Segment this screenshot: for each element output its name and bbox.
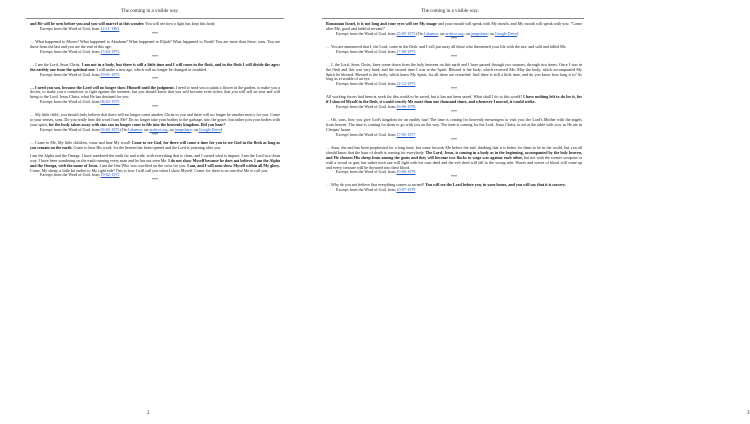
separator-stars: ***	[151, 177, 159, 183]
reference-link[interactable]: archive.org	[445, 30, 464, 36]
reference-link[interactable]: archive.org	[149, 126, 168, 132]
text-run: … What happened to Moses? What happened to Abraham? What happened to Elijah? What happened to Noah? You are more than these, sons. You are those from the last and you are the end of this age.	[30, 38, 280, 49]
text-run: … I am the Lord, Jesus Christ.	[30, 61, 82, 67]
bold-text: and He will be seen before you and you will marvel at this wonder.	[30, 21, 145, 26]
reference-prefix: Excerpt from the Word of God, from	[40, 172, 101, 178]
reference-prefix: Excerpt from the Word of God, from	[336, 48, 397, 54]
excerpt-paragraph	[326, 63, 582, 83]
reference-text: )	[516, 30, 519, 36]
separator-stars: ***	[151, 76, 159, 82]
excerpt-paragraph	[326, 146, 582, 171]
page-number: 3	[747, 411, 750, 416]
reference-text: (On	[415, 30, 424, 36]
reference-prefix: Excerpt from the Word of God, from	[336, 131, 397, 137]
bold-text: You will see the Lord before you, in your house, and you will say that it is sorcery.	[425, 182, 566, 188]
reference-prefix: Excerpt from the Word of God, from	[40, 99, 101, 105]
text-run: … Why do you not believe that everything comes to an end?	[326, 182, 426, 188]
text-run: … Oh, sons, how you give God's kingdom for an earthly lust! The time is coming for heavenly messengers to visit you: the Lord's Mother with the angels from heaven. The time is coming for them to go with you on the way. The time is coming for the Lord, Jesus Christ, to eat at the table with you, as He ate in Cleopas' house.	[326, 117, 582, 132]
separator-stars: ***	[151, 104, 159, 110]
reference-link[interactable]: Google Drive	[198, 126, 221, 132]
excerpt-paragraph	[30, 113, 280, 128]
reference-link[interactable]: Calameo	[127, 126, 143, 132]
bold-text: I am not in a body, but there is still a little time and I will come in the flesh, and in the flesh I will divide the ages: the earthly one from the spiritual one.	[30, 61, 280, 72]
separator-stars: ***	[450, 174, 458, 180]
text-run: I need to send you to plant a flower in the garden, to make you a doctor, to make you a contractor to fight against the torment, but you should know that you will become even richer, that you will sell on seas and will bring to the Lord, Jesus Christ, what He has destined for you.	[30, 84, 280, 100]
reference-prefix: Excerpt from the Word of God, from	[40, 48, 101, 54]
page-header: The coming in a visible way.	[121, 9, 179, 14]
page-body	[30, 22, 280, 186]
reference-link[interactable]: 10-07-1979	[396, 187, 416, 193]
reference-prefix: Excerpt from the Word of God, from	[336, 187, 397, 193]
text-run: I am the One Who was crucified on the cross for you.	[98, 162, 188, 168]
reference-text: ; on	[191, 126, 199, 132]
reference-text: ; on	[487, 30, 495, 36]
separator-stars: ***	[151, 53, 159, 59]
text-run: All working forces had been at work for this world to be saved, but it has not been saved. What shall I do to this world?	[326, 94, 524, 100]
reference-link[interactable]: 16-06-1976	[396, 104, 416, 110]
text-run: I will make a new age, which will no longer be changed or troubled.	[95, 66, 207, 72]
page-number: 2	[147, 411, 150, 416]
reference-link[interactable]: 12-11-1965	[100, 25, 120, 31]
page-body	[326, 22, 582, 193]
reference-text: , on	[167, 126, 175, 132]
reference-text: (On	[119, 126, 128, 132]
excerpt-paragraph	[326, 118, 582, 133]
reference-link[interactable]: 17-08-1975	[396, 48, 416, 54]
reference-text: ; on	[463, 30, 471, 36]
reference-prefix: Excerpt from the Word of God, from	[40, 71, 101, 77]
reference-link[interactable]: jumpshare	[470, 30, 488, 36]
text-run: I am the Alpha and the Omega. I have wandered the earth far and wide, with everything that is clean, and I cursed what is impure. I am the Lord in a clean way. I have been wandering on the earth running every man and he has not seen Me.	[30, 152, 280, 163]
separator-stars: ***	[450, 86, 458, 92]
bold-text: I do not show Myself because he does not believe. I am the Alpha and the Omega, with the name of Jesus.	[30, 157, 280, 168]
reference-link[interactable]: 25-05-1975	[396, 30, 416, 36]
excerpt-reference	[326, 188, 582, 193]
page-header: The coming in a visible way.	[421, 9, 479, 14]
excerpt-paragraph	[30, 154, 280, 174]
bold-text: Come to see God, for there will come a time for you to see God in the flesh as long as you remain on the earth.	[30, 139, 281, 150]
reference-link[interactable]: Calameo	[423, 30, 439, 36]
bold-text: Romanian Israel, it is not long and your eyes will see My image	[326, 21, 437, 26]
separator-stars: ***	[151, 131, 159, 137]
reference-link[interactable]: 19-06-1978	[396, 169, 416, 175]
reference-prefix: Excerpt from the Word of God, from	[336, 81, 397, 87]
text-run: … Sons, the end has been prophesied for a long time, but some forsook Me before the end, thinking that it is better for them to be in the world, but you all should know that the hour of death is coming for everybody.	[326, 144, 582, 155]
reference-link[interactable]: 22-12-1975	[396, 81, 416, 87]
page-right	[300, 0, 750, 424]
header-rule	[322, 18, 584, 19]
text-run: Come, My sheep, a little bit earlier to My right side! This is how I will call you when I show Myself. Come, for there is no one else Me to call you.	[30, 167, 269, 173]
reference-link[interactable]: 17-05-1977	[396, 131, 416, 137]
reference-text: )	[220, 126, 223, 132]
bold-text: for the body taken away with sins can no longer come to life into the heavenly kingdom. Did you hear?	[48, 122, 226, 128]
reference-prefix: Excerpt from the Word of God, from	[40, 25, 101, 31]
reference-text: ; on	[438, 30, 446, 36]
page-left	[0, 0, 300, 424]
header-rule	[26, 18, 284, 19]
reference-link[interactable]: Google Drive	[494, 30, 517, 36]
text-run: but not with the former weapons or with a sword or gun, but rather each one will fight with his own deed and the evil deed will fall to the wrong side. Waves and waves of blood will come up and every creature will be drowned into their blood.	[326, 154, 582, 170]
separator-stars: ***	[450, 53, 458, 59]
reference-prefix: Excerpt from the Word of God, from	[336, 169, 397, 175]
reference-link[interactable]: 19-01-1975	[100, 71, 120, 77]
reference-link[interactable]: 19-02-1975	[100, 172, 120, 178]
bold-text: I am, and I will soon show Myself within all My glory.	[187, 162, 280, 168]
text-run: … Come to Me, My little children, come and hear My word!	[30, 139, 132, 145]
reference-link[interactable]: 03-02-1975	[100, 126, 120, 132]
text-run: … My little child, you should truly believe that there will no longer come another Christ to you and there will no longer be another mercy for you. Come to your senses, sons. Do you really hear the word from Me? Do no longer take your bodies to the garbage, into the grave, but rather join your bodies with your spirit,	[30, 112, 280, 128]
text-run: Come to hear His word, for the heaven has been opened and the Lord is yearning after you.	[72, 144, 222, 150]
bold-text: The Lord, Jesus, is coming in a body as in the beginning, accompanied by the holy heaven, and He chooses His sheep from among the goats and they will become two flocks to wage war against each other,	[326, 149, 582, 160]
separator-stars: ***	[450, 109, 458, 115]
separator-stars: ***	[151, 30, 159, 36]
bold-text: … I need you son, because the Lord will no longer show Himself until the judgment.	[30, 84, 175, 90]
reference-prefix: Excerpt from the Word of God, from	[336, 104, 397, 110]
separator-stars: ***	[450, 136, 458, 142]
text-run: You will see how a light has kept this body.	[144, 21, 216, 26]
reference-link[interactable]: 15-04-1973	[100, 48, 120, 54]
reference-prefix: Excerpt from the Word of God, from	[336, 30, 397, 36]
separator-stars: ***	[450, 35, 458, 41]
excerpt-paragraph	[30, 141, 280, 151]
text-run: … I, the Lord, Jesus Christ, have come down from the holy heavens on this earth and I have passed through two seasons, through two times. Once I was in the flesh and this was very hard; and the second time I was in the Spirit. Blessed is the body, which received Me: May the body, which accompanied My Spirit be blessed. Blessed is the body, which knew My Spirit, for all these are rewarded. And there is still a little time, and do you know how long it is? As long as a twinkle of an eye.	[326, 61, 582, 82]
reference-prefix: Excerpt from the Word of God, from	[40, 126, 101, 132]
text-run: and your mouth will speak with My mouth, and My mouth will speak with you: "Come after Me, good and faithful servant!"	[326, 21, 582, 31]
excerpt-paragraph	[30, 86, 280, 101]
reference-link[interactable]: 06-02-1975	[100, 99, 120, 105]
text-run: … You are announced that I, the Lord, come in the flesh, and I will put away all those who threatened your life with the axe, and sold and killed Me.	[326, 43, 567, 49]
reference-link[interactable]: jumpshare	[174, 126, 192, 132]
bold-text: I have nothing left to do for it, for if I showed Myself in the flesh, it would crucify Me more than one thousand times, and whenever I moved, it would strike.	[326, 94, 582, 105]
reference-text: : on	[142, 126, 150, 132]
